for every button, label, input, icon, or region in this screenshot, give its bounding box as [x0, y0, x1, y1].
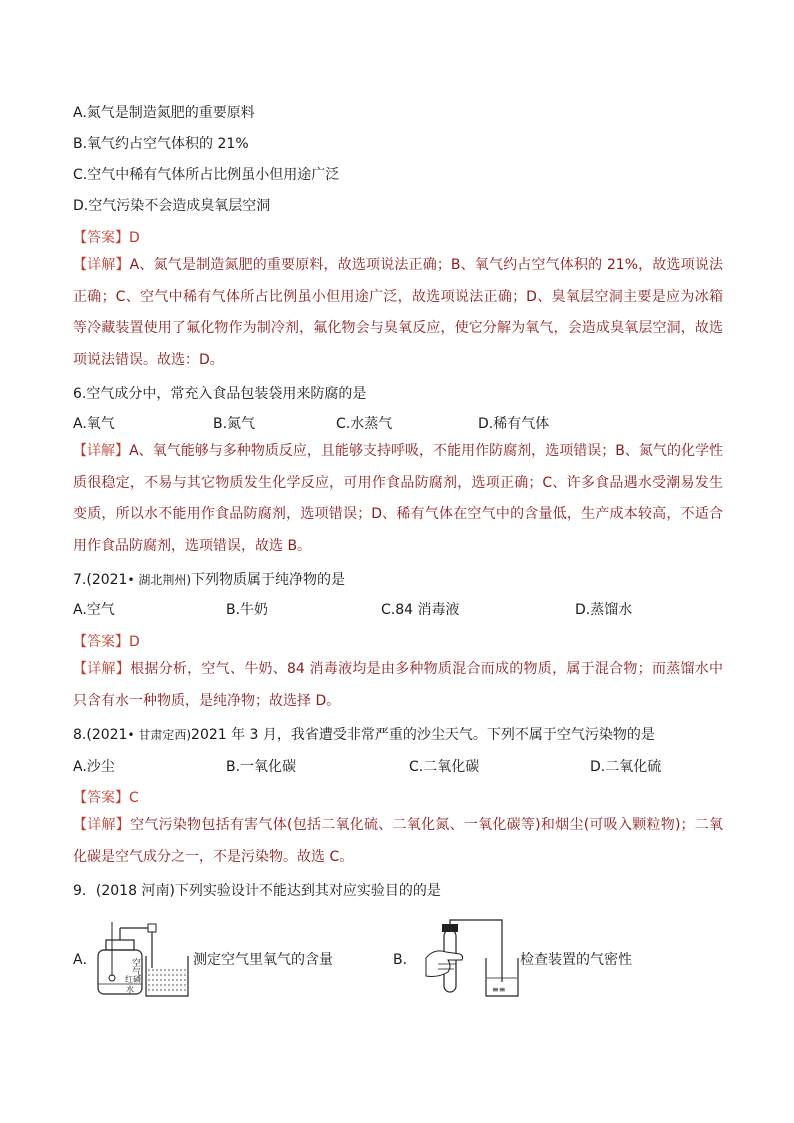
q6-option-d: D.稀有气体 — [478, 416, 550, 432]
q6-stem: 6.空气成分中，常充入食品包装袋用来防腐的是 — [73, 386, 367, 402]
q7-option-a: A.空气 — [73, 602, 115, 618]
answer-tag: 【答案】 — [73, 634, 129, 650]
detail-tag: 【详解】 — [73, 661, 131, 677]
q7-stem-text: 下列物质属于纯净物的是 — [191, 572, 346, 588]
q6-detail — [73, 436, 723, 562]
fig-label-red-phosphorus: 红磷 — [125, 975, 141, 984]
q7-detail — [73, 654, 723, 717]
answer-value: D — [129, 634, 140, 650]
answer-value: D — [129, 230, 140, 246]
q5-detail — [73, 250, 723, 376]
fig-label-water: 水 — [126, 985, 134, 994]
svg-text:≡≡: ≡≡ — [492, 985, 506, 994]
q6-option-c: C.水蒸气 — [336, 416, 393, 432]
q9-option-a-caption: 测定空气里氧气的含量 — [193, 952, 333, 968]
q8-detail — [73, 810, 723, 873]
q8-option-b: B.一氧化碳 — [226, 759, 297, 775]
q9-option-b-caption: 检查装置的气密性 — [520, 952, 632, 968]
q5-option-b: B.氧气约占空气体积的 21% — [73, 136, 249, 152]
q8-stem-source: • 甘肃定西) — [127, 728, 192, 742]
q8-answer — [73, 788, 139, 808]
answer-tag: 【答案】 — [73, 230, 129, 246]
detail-text: A、氧气能够与多种物质反应，且能够支持呼吸，不能用作防腐剂，选项错误；B、氮气的化学性质很稳定，不易与其它物质发生化学反应，可用作食品防腐剂，选项正确；C、许多食品遇水受潮易发生变质，所以水不能用作食品防腐剂，选项错误；D、稀有气体在空气中的含量低，生产成本较高，不适合用作食品防腐剂，选项错误，故选 B。 — [73, 443, 723, 554]
detail-text: 空气污染物包括有害气体(包括二氧化硫、二氧化氮、一氧化碳等)和烟尘(可吸入颗粒物)；二氧化碳是空气成分之一，不是污染物。故选 C。 — [73, 817, 723, 865]
q8-stem-text: 2021 年 3 月，我省遭受非常严重的沙尘天气。下列不属于空气污染物的是 — [191, 727, 655, 743]
red-phosphorus-apparatus-figure — [92, 920, 196, 1000]
answer-tag: 【答案】 — [73, 790, 129, 806]
q7-stem-source: • 湖北荆州) — [127, 573, 192, 587]
detail-tag: 【详解】 — [73, 257, 130, 273]
airtightness-apparatus-figure — [420, 918, 520, 1000]
detail-tag: 【详解】 — [73, 817, 131, 833]
q5-option-d: D.空气污染不会造成臭氧层空洞 — [73, 198, 271, 214]
q5-answer — [73, 228, 140, 248]
q7-stem-prefix: 7.(2021 — [73, 572, 128, 588]
q9-stem: 9．(2018 河南)下列实验设计不能达到其对应实验目的的是 — [73, 883, 441, 899]
q6-option-b: B.氮气 — [213, 416, 256, 432]
detail-text: 根据分析，空气、牛奶、84 消毒液均是由多种物质混合而成的物质，属于混合物；而蒸馏水中只含有水一种物质，是纯净物；故选择 D。 — [73, 661, 724, 709]
fig-label-air-1: 空 — [132, 959, 142, 969]
q8-option-a: A.沙尘 — [73, 759, 115, 775]
q8-option-d: D.二氧化硫 — [590, 759, 662, 775]
fig-label-air-2: 气 — [132, 968, 142, 978]
q7-answer — [73, 632, 140, 652]
q5-option-a: A.氮气是制造氮肥的重要原料 — [73, 105, 255, 121]
q7-option-c: C.84 消毒液 — [381, 602, 460, 618]
q5-option-c: C.空气中稀有气体所占比例虽小但用途广泛 — [73, 167, 340, 183]
q9-option-a-label: A． — [73, 952, 97, 968]
detail-tag: 【详解】 — [73, 443, 130, 459]
answer-value: C — [129, 790, 139, 806]
q9-option-b-label: B． — [393, 952, 417, 968]
q6-option-a: A.氧气 — [73, 416, 115, 432]
q8-stem — [73, 725, 655, 745]
q7-stem — [73, 570, 345, 590]
q7-option-b: B.牛奶 — [226, 602, 269, 618]
detail-text: A、氮气是制造氮肥的重要原料，故选项说法正确；B、氧气约占空气体积的 21%，故选项说法正确；C、空气中稀有气体所占比例虽小但用途广泛，故选项说法正确；D、臭氧层空洞主要是应为冰箱等冷藏装置使用了氟化物作为制冷剂，氟化物会与臭氧反应，使它分解为氧气，会造成臭氧层空洞，故选项说法错误。故选：D。 — [73, 257, 724, 368]
q8-stem-prefix: 8.(2021 — [73, 727, 128, 743]
q8-option-c: C.二氧化碳 — [409, 759, 480, 775]
q7-option-d: D.蒸馏水 — [575, 602, 633, 618]
